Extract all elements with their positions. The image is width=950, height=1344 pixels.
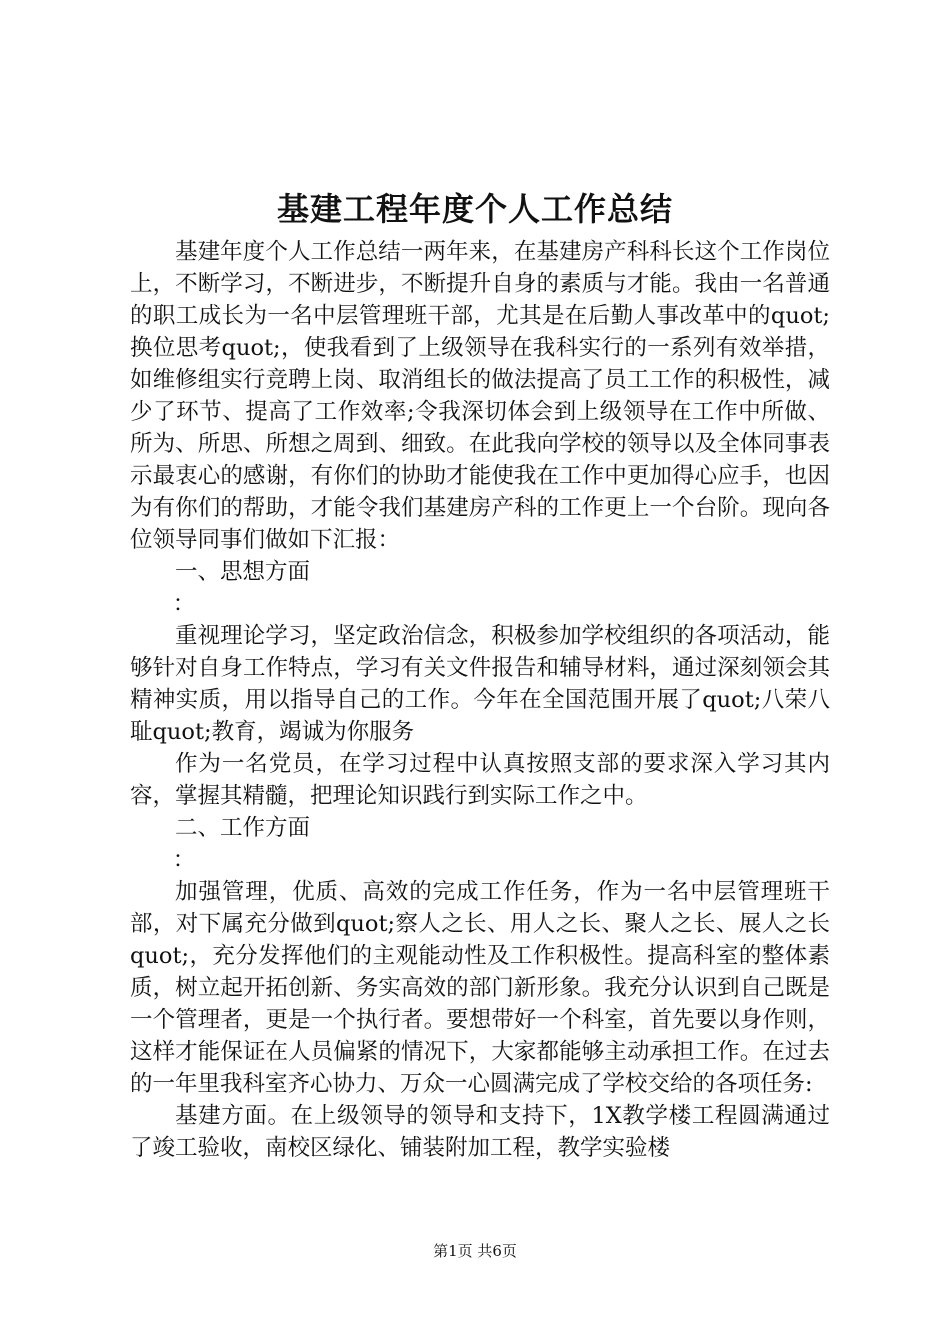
- section-colon: ：: [172, 847, 196, 873]
- paragraph-intro: 基建年度个人工作总结一两年来，在基建房产科科长这个工作岗位上，不断学习，不断进步，不断提升自身的素质与才能。我由一名普通的职工成长为一名中层管理班干部，尤其是在后勤人事改革中的quot;换位思考quot;，使我看到了上级领导在我科实行的一系列有效举措，如维修组实行竞聘上岗、取消组长的做法提高了员工工作的积极性，减少了环节、提高了工作效率;令我深切体会到上级领导在工作中所做、所为、所思、所想之周到、细致。在此我向学校的领导以及全体同事表示最衷心的感谢，有你们的协助才能使我在工作中更加得心应手，也因为有你们的帮助，才能令我们基建房产科的工作更上一个台阶。现向各位领导同事们做如下汇报：: [130, 239, 830, 553]
- paragraph-construction: 基建方面。在上级领导的领导和支持下，1X教学楼工程圆满通过了竣工验收，南校区绿化、铺装附加工程，教学实验楼: [130, 1103, 830, 1161]
- section-heading-work: 二、工作方面: [175, 815, 311, 841]
- document-body: [130, 236, 830, 1164]
- paragraph-theory-study: 重视理论学习，坚定政治信念，积极参加学校组织的各项活动，能够针对自身工作特点，学习有关文件报告和辅导材料，通过深刻领会其精神实质，用以指导自己的工作。今年在全国范围开展了quot;八荣八耻quot;教育，竭诚为你服务: [130, 623, 830, 745]
- section-heading-thought: 一、思想方面: [175, 559, 311, 585]
- section-colon: ：: [172, 591, 196, 617]
- document-title: 基建工程年度个人工作总结: [276, 190, 673, 228]
- paragraph-management: 加强管理，优质、高效的完成工作任务，作为一名中层管理班干部，对下属充分做到quot;察人之长、用人之长、聚人之长、展人之长quot;，充分发挥他们的主观能动性及工作积极性。提高科室的整体素质，树立起开拓创新、务实高效的部门新形象。我充分认识到自己既是一个管理者，更是一个执行者。要想带好一个科室，首先要以身作则，这样才能保证在人员偏紧的情况下，大家都能够主动承担工作。在过去的一年里我科室齐心协力、万众一心圆满完成了学校交给的各项任务:: [130, 879, 830, 1097]
- page-number: 第1页 共6页: [433, 1242, 517, 1260]
- paragraph-party-member: 作为一名党员，在学习过程中认真按照支部的要求深入学习其内容，掌握其精髓，把理论知识践行到实际工作之中。: [130, 751, 830, 809]
